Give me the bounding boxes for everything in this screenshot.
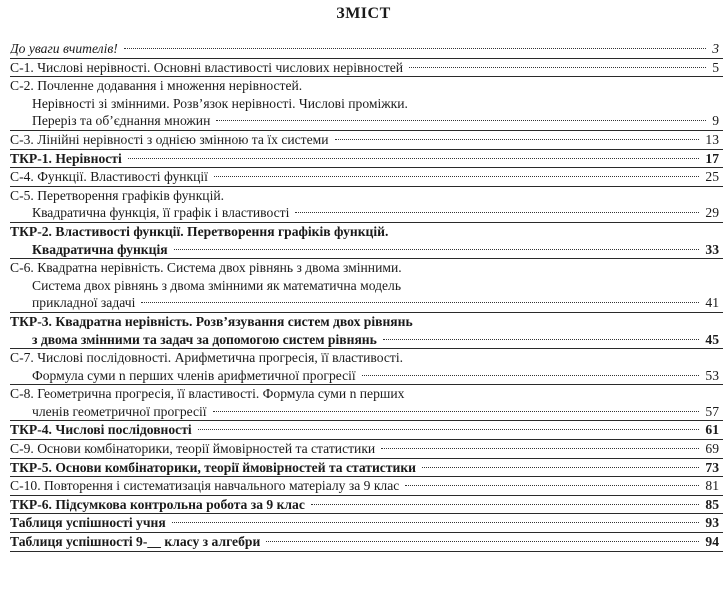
page-number: 45 [705,331,719,347]
toc-entry[interactable] [10,440,723,459]
toc-entry-text: С-2. Почленне додавання і множення нерівностей. [10,78,303,94]
toc-entry-text: Квадратична функція [32,241,168,257]
toc-entry-last-line [10,403,723,421]
toc-entry-text: Формула суми n перших членів арифметичної прогресії [32,367,356,383]
dot-leader [381,448,699,449]
toc-entry-last-line [10,533,723,551]
toc-entry-last-line [10,294,723,312]
toc-entry-last-line [10,241,723,259]
toc-entry-text: С-5. Перетворення графіків функцій. [10,187,225,203]
toc-entry[interactable] [10,168,723,187]
toc-entry[interactable] [10,187,723,223]
toc-entry[interactable] [10,77,723,131]
toc-entry[interactable] [10,533,723,552]
dot-leader [266,541,699,542]
toc-entry-text: Переріз та об’єднання множин [32,113,211,129]
toc-entry-text: Таблиця успішності учня [10,515,166,531]
dot-leader [295,212,699,213]
page-number: 57 [705,403,719,419]
toc-entry-text: Квадратична функція, її графік і властивості [32,205,290,221]
toc-entry[interactable] [10,421,723,440]
toc-entry-text: С-3. Лінійні нерівності з однією змінною та їх системи [10,131,329,147]
toc-entry-text: ТКР-4. Числові послідовності [10,422,192,438]
toc-entry-text: С-10. Повторення і систематизація навчального матеріалу за 9 клас [10,478,400,494]
toc-entry[interactable] [10,313,723,349]
toc-entry-last-line [10,477,723,495]
toc-entry-last-line [10,421,723,439]
toc-entry-text: ТКР-2. Властивості функції. Перетворення графіків функцій. [10,223,389,239]
toc-entry-last-line [10,367,723,385]
table-of-contents [10,40,723,552]
dot-leader [213,411,700,412]
page-number: 85 [705,496,719,512]
page-number: 5 [712,59,719,75]
toc-entry[interactable] [10,150,723,169]
dot-leader [128,158,700,159]
toc-entry[interactable] [10,349,723,385]
toc-entry-text: Система двох рівнянь з двома змінними як математична модель [32,277,402,293]
toc-entry-text: С-9. Основи комбінаторики, теорії ймовірностей та статистики [10,441,376,457]
toc-entry[interactable] [10,385,723,421]
toc-entry-text: прикладної задачі [32,295,136,311]
toc-entry-last-line [10,459,723,477]
page-number: 93 [705,515,719,531]
toc-entry-text: С-4. Функції. Властивості функції [10,169,208,185]
toc-entry-last-line [10,112,723,130]
toc-entry[interactable] [10,223,723,259]
toc-entry-text: членів геометричної прогресії [32,403,207,419]
page-number: 41 [705,295,719,311]
toc-entry-last-line [10,331,723,349]
page-number: 33 [705,241,719,257]
toc-entry-line [10,259,723,277]
page-number: 81 [705,478,719,494]
toc-entry[interactable] [10,40,723,59]
page-number: 29 [705,205,719,221]
toc-entry-line [10,187,723,205]
dot-leader [141,302,699,303]
toc-entry-text: С-6. Квадратна нерівність. Система двох рівнянь з двома змінними. [10,260,402,276]
toc-entry-last-line [10,40,723,58]
toc-entry-text: ТКР-6. Підсумкова контрольна робота за 9 клас [10,496,305,512]
dot-leader [174,249,700,250]
dot-leader [172,522,700,523]
toc-entry[interactable] [10,259,723,313]
toc-entry-text: ТКР-5. Основи комбінаторики, теорії ймовірностей та статистики [10,459,417,475]
toc-entry-text: ТКР-1. Нерівності [10,150,122,166]
page-title: ЗМІСТ [336,5,391,22]
dot-leader [405,485,699,486]
dot-leader [311,504,700,505]
toc-entry-line [10,313,723,331]
toc-entry-line [10,223,723,241]
toc-entry-line [10,77,723,95]
toc-entry-line [10,349,723,367]
toc-entry-last-line [10,204,723,222]
dot-leader [362,375,700,376]
page-number: 13 [705,131,719,147]
toc-entry-text: С-1. Числові нерівності. Основні властивості числових нерівностей [10,59,404,75]
toc-entry-line [10,277,723,295]
toc-entry[interactable] [10,496,723,515]
toc-entry-last-line [10,168,723,186]
dot-leader [124,48,706,49]
dot-leader [383,339,700,340]
toc-entry-last-line [10,150,723,168]
toc-entry-last-line [10,514,723,532]
toc-entry-last-line [10,440,723,458]
toc-entry-text: До уваги вчителів! [10,41,118,56]
toc-entry-text: С-7. Числові послідовності. Арифметична прогресія, її властивості. [10,350,404,366]
toc-entry[interactable] [10,59,723,78]
toc-entry-last-line [10,59,723,77]
page-number: 73 [705,459,719,475]
page-number: 9 [712,113,719,129]
toc-entry[interactable] [10,131,723,150]
dot-leader [335,139,700,140]
dot-leader [216,120,706,121]
page-number: 25 [705,169,719,185]
toc-entry-line [10,385,723,403]
toc-entry-text: з двома змінними та задач за допомогою систем рівнянь [32,331,377,347]
toc-entry-line [10,95,723,113]
dot-leader [422,467,699,468]
page-number: 3 [712,41,719,56]
toc-entry[interactable] [10,459,723,478]
toc-entry-text: ТКР-3. Квадратна нерівність. Розв’язування систем двох рівнянь [10,313,413,329]
page-number: 69 [705,441,719,457]
page-number: 17 [705,150,719,166]
toc-entry-text: Нерівності зі змінними. Розв’язок нерівності. Числові проміжки. [32,95,408,111]
page-number: 61 [705,422,719,438]
page-number: 53 [705,367,719,383]
toc-entry-text: Таблиця успішності 9-__ класу з алгебри [10,534,261,550]
toc-entry-text: С-8. Геометрична прогресія, її властивості. Формула суми n перших [10,386,405,402]
toc-entry-last-line [10,131,723,149]
dot-leader [214,176,699,177]
dot-leader [409,67,706,68]
dot-leader [198,429,700,430]
toc-entry-last-line [10,496,723,514]
toc-entry[interactable] [10,477,723,496]
page-number: 94 [705,534,719,550]
toc-entry[interactable] [10,514,723,533]
